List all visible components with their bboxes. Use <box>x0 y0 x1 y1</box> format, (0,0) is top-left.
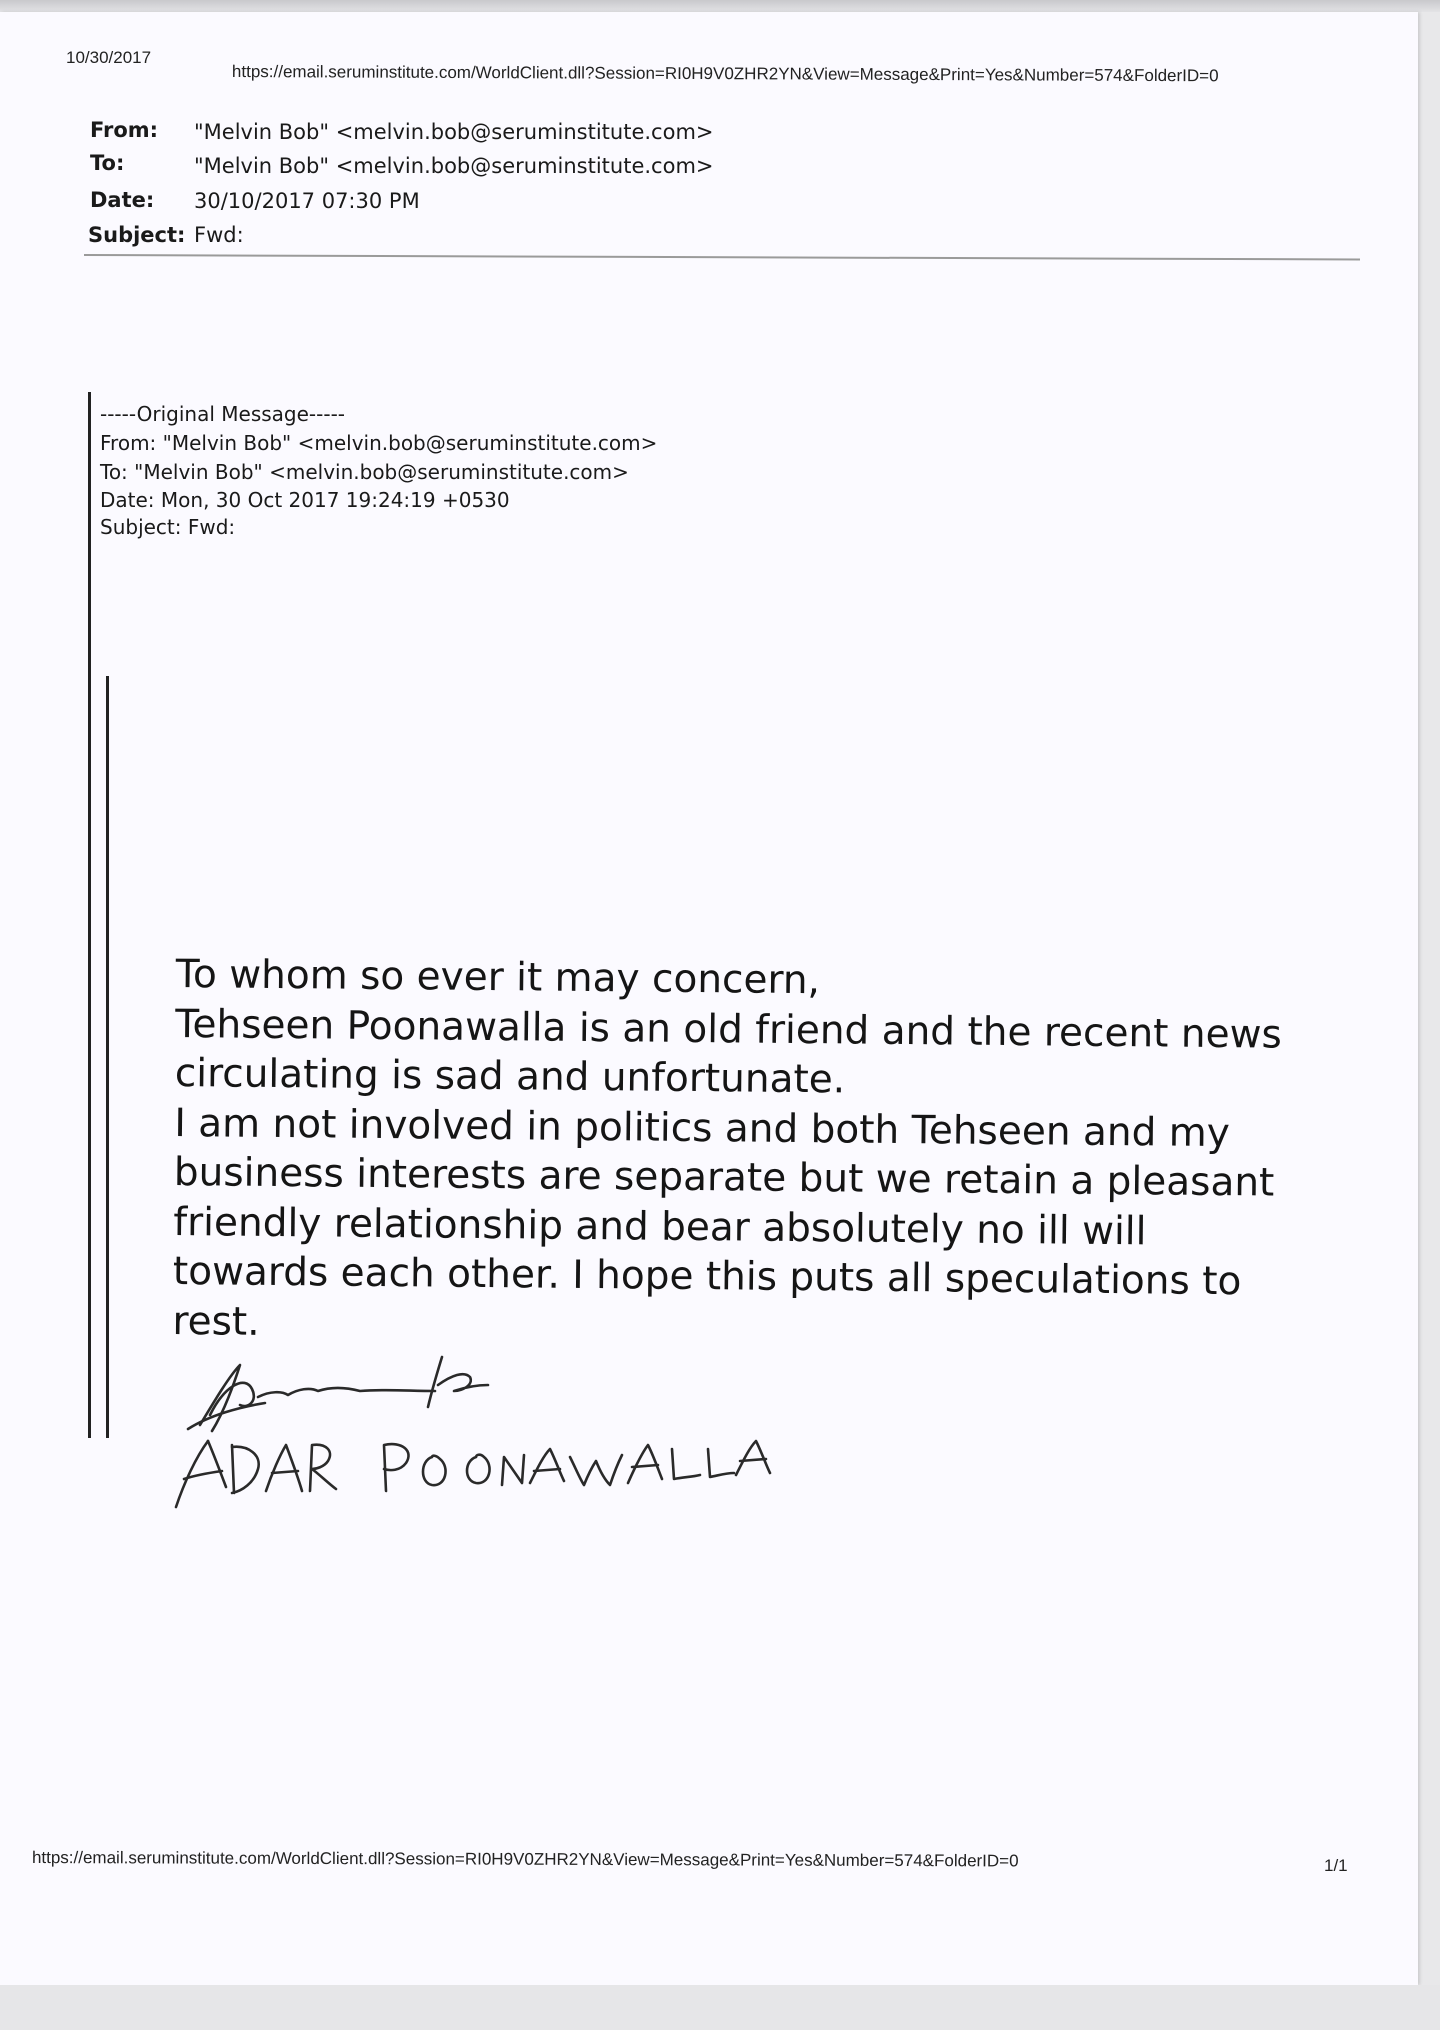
letter-line: Tehseen Poonawalla is an old friend and the recent news <box>175 1001 1283 1058</box>
date-value: 30/10/2017 07:30 PM <box>194 189 420 213</box>
page-number: 1/1 <box>1324 1856 1348 1875</box>
letter-line: I am not involved in politics and both Tehseen and my <box>174 1100 1231 1156</box>
original-message-separator: -----Original Message----- <box>100 402 345 426</box>
to-label: To: <box>90 151 125 175</box>
handwritten-signature <box>170 1345 790 1515</box>
scan-top-edge <box>0 0 1440 12</box>
subject-value: Fwd: <box>194 223 244 247</box>
original-to: To: "Melvin Bob" <melvin.bob@seruminstitute.com> <box>100 460 629 484</box>
date-label: Date: <box>90 188 155 212</box>
print-footer-url: https://email.seruminstitute.com/WorldClient.dll?Session=RI0H9V0ZHR2YN&View=Message&Print=Yes&Number=574&FolderID=0 <box>31 1848 1019 1871</box>
from-value: "Melvin Bob" <melvin.bob@seruminstitute.com> <box>194 120 714 144</box>
letter-line: friendly relationship and bear absolutely no ill will <box>173 1199 1147 1254</box>
letter-line: circulating is sad and unfortunate. <box>174 1050 846 1103</box>
print-date: 10/30/2017 <box>66 48 152 67</box>
to-value: "Melvin Bob" <melvin.bob@seruminstitute.com> <box>194 154 714 178</box>
letter-line: To whom so ever it may concern, <box>175 951 821 1004</box>
letter-line: rest. <box>172 1298 260 1345</box>
scan-bottom-edge <box>0 1985 1440 2030</box>
original-from: From: "Melvin Bob" <melvin.bob@seruminstitute.com> <box>100 431 658 455</box>
letter-line: towards each other. I hope this puts all speculations to <box>172 1248 1242 1305</box>
letter-line: business interests are separate but we retain a pleasant <box>173 1149 1275 1206</box>
original-subject: Subject: Fwd: <box>100 515 236 539</box>
subject-label: Subject: <box>88 223 186 247</box>
quote-bar-inner <box>106 676 109 1438</box>
letter-body <box>172 950 1296 1357</box>
original-date: Date: Mon, 30 Oct 2017 19:24:19 +0530 <box>100 488 510 512</box>
print-header-url: https://email.seruminstitute.com/WorldClient.dll?Session=RI0H9V0ZHR2YN&View=Message&Print=Yes&Number=574&FolderID=0 <box>231 62 1219 86</box>
from-label: From: <box>90 118 159 142</box>
quote-bar-outer <box>88 392 91 1438</box>
